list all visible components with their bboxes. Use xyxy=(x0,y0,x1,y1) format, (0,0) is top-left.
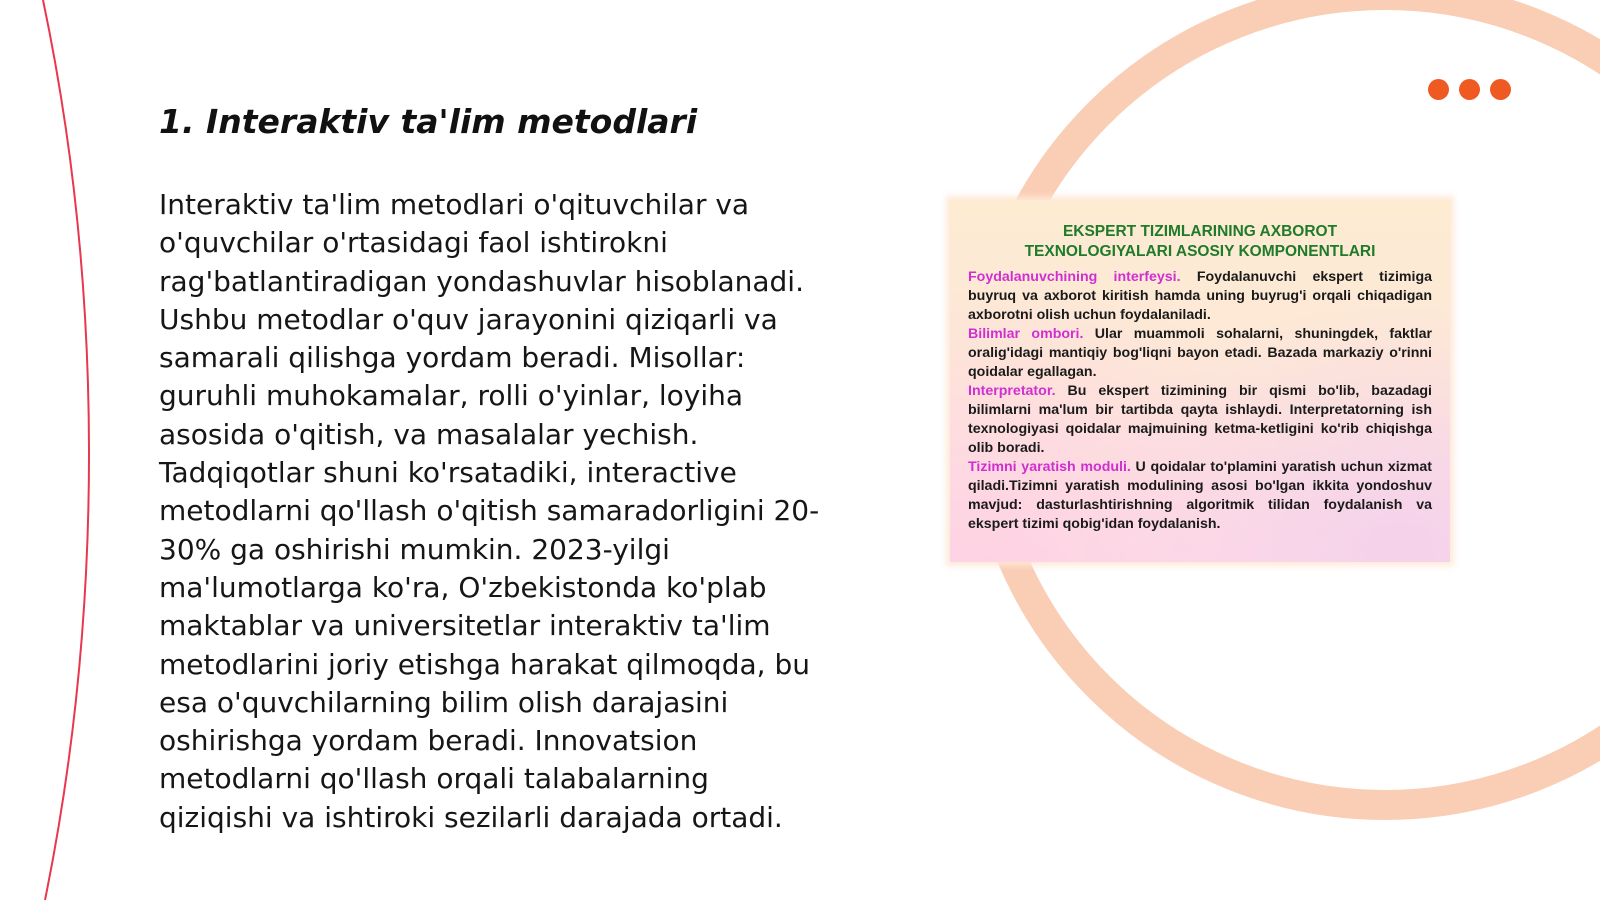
card-term: Interpretator. xyxy=(968,383,1056,399)
left-curve-line xyxy=(43,0,89,900)
card-title-line: EKSPERT TIZIMLARINING AXBOROT xyxy=(1062,223,1338,240)
card-text: Foydalanuvchi ekspert tizimiga buyruq va axborot kiritish hamda uning buyrug'i orqali chiqadigan axborotni olish uchun foydalaniladi. xyxy=(968,269,1432,323)
dot xyxy=(1490,79,1511,100)
card-title xyxy=(968,222,1432,262)
dot xyxy=(1459,79,1480,100)
slide-title: 1. Interaktiv ta'lim metodlari xyxy=(159,102,698,141)
info-card-image xyxy=(950,200,1450,562)
card-text: U qoidalar to'plamini yaratish uchun xizmat qiladi.Tizimni yaratish modulining asosi bo'lgan ikkita yondoshuv mavjud: dasturlashtirishning algoritmik tilidan foydalanish va ekspert tizimi qobig'idan foydalanish. xyxy=(968,459,1432,532)
card-paragraph-interface xyxy=(968,268,1432,325)
card-title-line: TEXNOLOGIYALARI ASOSIY KOMPONENTLARI xyxy=(1024,243,1376,260)
card-text: Bu ekspert tizimining bir qismi bo'lib, bazadagi bilimlarni ma'lum bir tartibda qayta ishlaydi. Interpretatorning ish texnologiyasi qoidalar majmuining ketma-ketligini ko'rib chiqishga olib boradi. xyxy=(968,383,1432,456)
card-term: Foydalanuvchining interfeysi. xyxy=(968,269,1181,285)
card-text: Ular muammoli sohalarni, shuningdek, faktlar oralig'idagi mantiqiy bog'liqni bayon etadi. Bazada markaziy o'rinni qoidalar egallagan. xyxy=(968,326,1432,380)
card-paragraph-builder-module xyxy=(968,458,1432,534)
card-term: Tizimni yaratish moduli. xyxy=(968,459,1131,475)
card-paragraph-interpreter xyxy=(968,382,1432,458)
card-term: Bilimlar ombori. xyxy=(968,326,1084,342)
card-paragraph-knowledge-base xyxy=(968,325,1432,382)
three-dots-icon xyxy=(1428,79,1511,100)
slide-body-text: Interaktiv ta'lim metodlari o'qituvchilar va o'quvchilar o'rtasidagi faol ishtirokni rag'batlantiradigan yondashuvlar hisoblanadi. Ushbu metodlar o'quv jarayonini qiziqarli va samarali qilishga yordam beradi. Misollar: guruhli muhokamalar, rolli o'yinlar, loyiha asosida o'qitish, va masalalar yechish. Tadqiqotlar shuni ko'rsatadiki, interactive metodlarni qo'llash o'qitish samaradorligini 20-30% ga oshirishi mumkin. 2023-yilgi ma'lumotlarga ko'ra, O'zbekistonda ko'plab maktablar va universitetlar interaktiv ta'lim metodlarini joriy etishga harakat qilmoqda, bu esa o'quvchilarning bilim olish darajasini oshirishga yordam beradi. Innovatsion metodlarni qo'llash orqali talabalarning qiziqishi va ishtiroki sezilarli darajada ortadi. xyxy=(159,188,820,834)
dot xyxy=(1428,79,1449,100)
